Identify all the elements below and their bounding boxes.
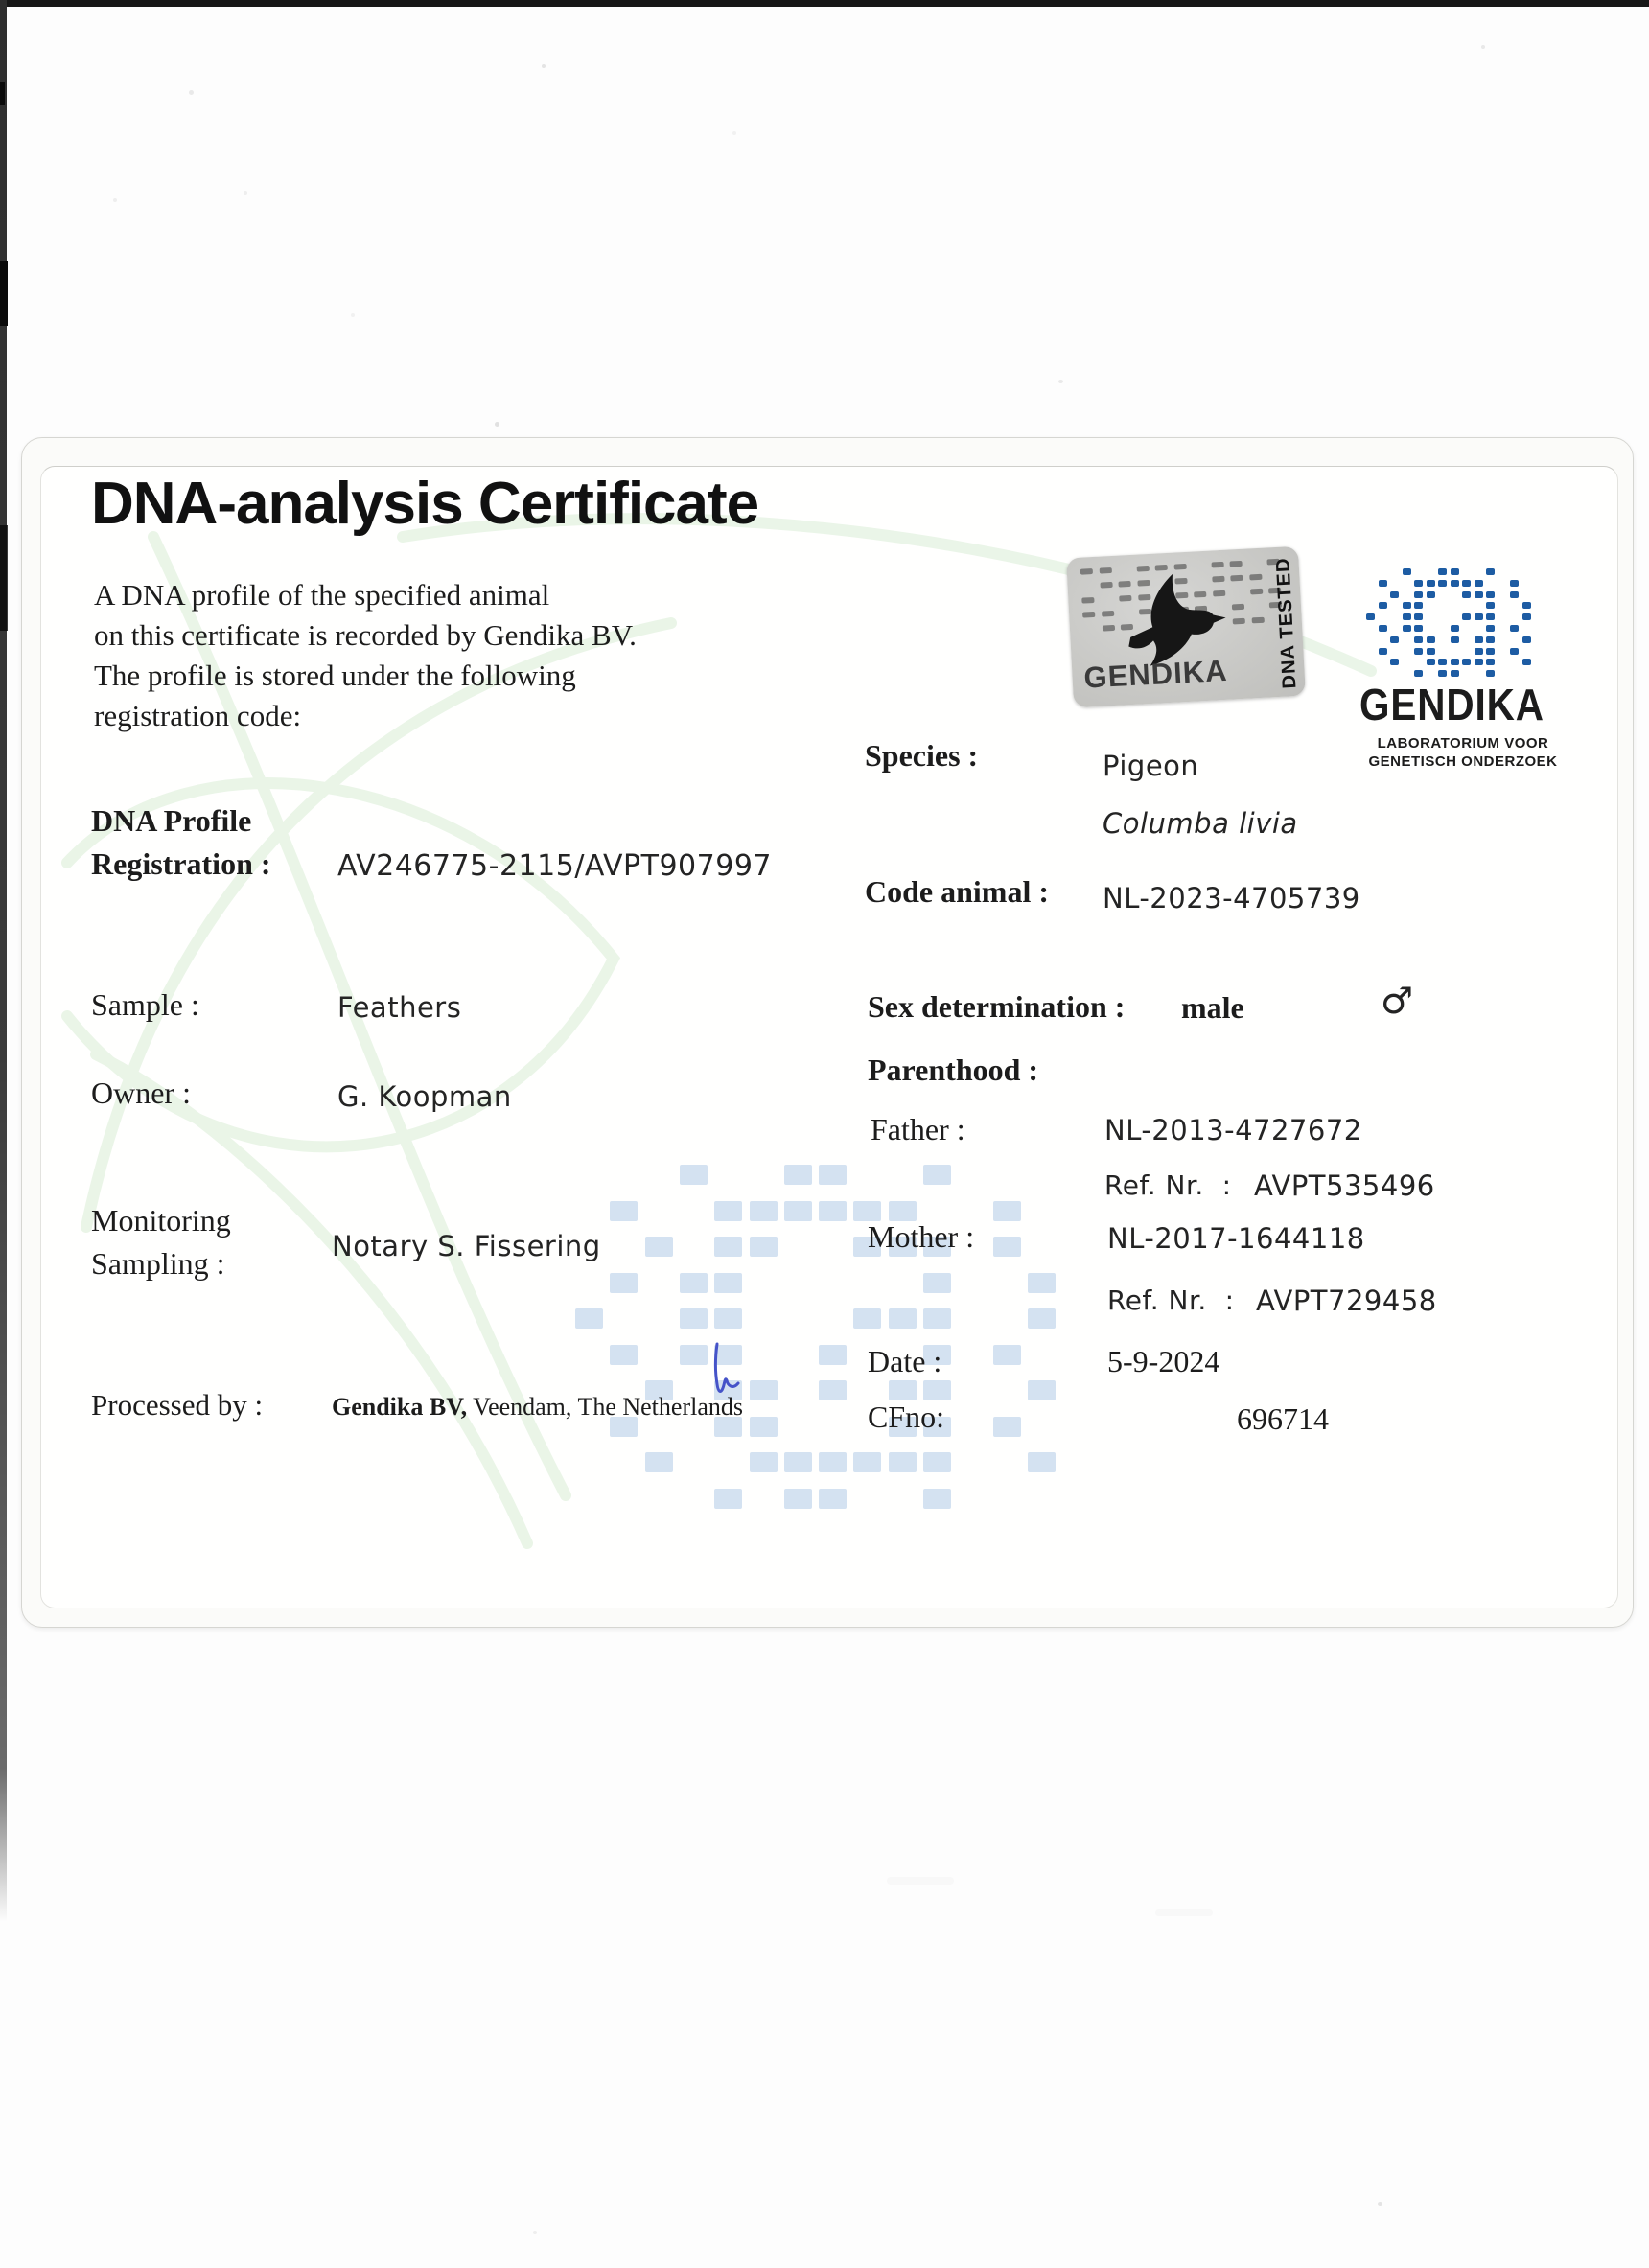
pixel-band <box>1462 580 1471 587</box>
pixel-band <box>1427 648 1435 655</box>
scan-speck <box>189 90 194 95</box>
pixel-band <box>853 1308 881 1329</box>
pixel-band <box>1486 602 1495 609</box>
father-ref-value: AVPT535496 <box>1254 1169 1435 1202</box>
gendika-logo-subtitle <box>1342 734 1584 771</box>
species-latin-name: Columba livia <box>1103 807 1298 840</box>
pixel-band <box>819 1452 847 1472</box>
monitoring-label-line2: Sampling : <box>91 1246 225 1281</box>
mother-value: NL-2017-1644118 <box>1107 1222 1365 1255</box>
pixel-band <box>1451 670 1459 677</box>
pixel-band <box>889 1452 917 1472</box>
pixel-band <box>1475 659 1483 665</box>
pixel-band <box>1486 613 1495 620</box>
pixel-band <box>1522 636 1531 643</box>
pixel-band <box>1475 580 1483 587</box>
scan-smudge <box>1155 1909 1213 1916</box>
gendika-logo-wordmark: GENDIKA <box>1359 680 1544 729</box>
pixel-band <box>1475 591 1483 598</box>
pixel-band <box>853 1452 881 1472</box>
scan-speck <box>732 131 736 135</box>
pixel-band <box>1028 1380 1056 1400</box>
pixel-band <box>1486 568 1495 575</box>
pixel-band <box>1080 568 1093 575</box>
sample-label: Sample : <box>91 987 199 1022</box>
pixel-band <box>1451 580 1459 587</box>
pixel-band <box>1438 580 1447 587</box>
pixel-band <box>993 1237 1021 1257</box>
pixel-band <box>1414 625 1423 632</box>
pixel-band <box>1475 613 1483 620</box>
dna-profile-label-line1: DNA Profile <box>91 803 252 838</box>
pixel-band <box>714 1273 742 1293</box>
scan-blob <box>0 82 5 105</box>
scan-speck <box>1058 380 1063 383</box>
pixel-band <box>1438 670 1447 677</box>
pixel-band <box>819 1345 847 1365</box>
code-animal-value: NL-2023-4705739 <box>1103 882 1360 914</box>
scan-edge-top <box>0 0 1649 7</box>
pixel-band <box>750 1380 778 1400</box>
pixel-band <box>750 1417 778 1437</box>
pixel-band <box>714 1489 742 1509</box>
sample-value: Feathers <box>337 991 462 1024</box>
pixel-band <box>680 1165 708 1185</box>
pixel-band <box>1462 613 1471 620</box>
pixel-band <box>750 1452 778 1472</box>
owner-value: G. Koopman <box>337 1080 512 1113</box>
scan-blob <box>0 261 8 326</box>
pixel-band <box>645 1237 673 1257</box>
dna-gel-watermark <box>575 1165 1098 1529</box>
pixel-band <box>1414 670 1423 677</box>
pixel-band <box>1438 568 1447 575</box>
hologram-brand-text: GENDIKA <box>1082 653 1229 695</box>
pixel-band <box>1451 659 1459 665</box>
pixel-band <box>1414 613 1423 620</box>
gendika-logo-subtitle-line2: GENETISCH ONDERZOEK <box>1368 753 1558 770</box>
pixel-band <box>1462 591 1471 598</box>
cfno-value: 696714 <box>1237 1401 1329 1436</box>
pixel-band <box>575 1308 603 1329</box>
scan-speck <box>1481 45 1485 49</box>
gendika-pixel-g-logo <box>1366 568 1548 682</box>
pixel-band <box>889 1308 917 1329</box>
pixel-band <box>784 1201 812 1221</box>
pixel-band <box>1510 591 1519 598</box>
pixel-band <box>1379 580 1387 587</box>
pixel-band <box>1486 659 1495 665</box>
pixel-band <box>923 1165 951 1185</box>
scan-speck <box>495 422 499 427</box>
pixel-band <box>750 1237 778 1257</box>
pixel-band <box>1475 648 1483 655</box>
pixel-band <box>993 1345 1021 1365</box>
pixel-band <box>1028 1452 1056 1472</box>
pixel-band <box>1438 659 1447 665</box>
pixel-band <box>1414 636 1423 643</box>
pixel-band <box>993 1201 1021 1221</box>
pixel-band <box>923 1380 951 1400</box>
pixel-band <box>819 1489 847 1509</box>
father-value: NL-2013-4727672 <box>1104 1114 1362 1146</box>
sex-determination-label: Sex determination : <box>868 989 1126 1024</box>
pixel-band <box>1451 636 1459 643</box>
scan-speck <box>533 2231 537 2234</box>
pixel-band <box>1427 591 1435 598</box>
scan-speck <box>244 191 247 195</box>
pixel-band <box>1028 1273 1056 1293</box>
pixel-band <box>645 1452 673 1472</box>
pixel-band <box>819 1165 847 1185</box>
pixel-band <box>853 1201 881 1221</box>
scan-speck <box>113 198 117 202</box>
pixel-band <box>1403 602 1411 609</box>
pixel-band <box>1451 568 1459 575</box>
scan-speck <box>351 313 355 317</box>
dna-profile-label-line2: Registration : <box>91 846 271 881</box>
pixel-band <box>1414 580 1423 587</box>
gendika-logo-subtitle-line1: LABORATORIUM VOOR <box>1377 735 1549 752</box>
pixel-band <box>889 1380 917 1400</box>
pixel-band <box>750 1201 778 1221</box>
pixel-band <box>819 1380 847 1400</box>
pixel-band <box>1414 602 1423 609</box>
pixel-band <box>923 1273 951 1293</box>
pixel-band <box>993 1417 1021 1437</box>
hologram-sticker <box>1066 546 1306 707</box>
pixel-band <box>610 1345 638 1365</box>
mother-ref-label: Ref. Nr. : <box>1107 1284 1235 1316</box>
pixel-band <box>1403 613 1411 620</box>
species-label: Species : <box>865 738 979 773</box>
pixel-band <box>1522 613 1531 620</box>
intro-line-4: registration code: <box>94 699 302 732</box>
pixel-band <box>1379 625 1387 632</box>
mother-label: Mother : <box>868 1219 975 1254</box>
pixel-band <box>1403 625 1411 632</box>
pixel-band <box>610 1273 638 1293</box>
monitoring-label-line1: Monitoring <box>91 1203 231 1238</box>
pixel-band <box>1427 659 1435 665</box>
pixel-band <box>784 1489 812 1509</box>
scan-speck <box>542 64 546 68</box>
sex-determination-value: male <box>1181 990 1244 1025</box>
pixel-band <box>1510 625 1519 632</box>
pixel-band <box>1403 568 1411 575</box>
owner-label: Owner : <box>91 1076 191 1110</box>
pixel-band <box>1390 636 1399 643</box>
processed-by-label: Processed by : <box>91 1388 264 1422</box>
pixel-band <box>1486 625 1495 632</box>
date-value: 5-9-2024 <box>1107 1344 1220 1378</box>
pixel-band <box>1475 636 1483 643</box>
pixel-band <box>1028 1308 1056 1329</box>
scan-blob <box>0 525 8 631</box>
intro-line-2: on this certificate is recorded by Gendika BV. <box>94 618 637 652</box>
pixel-band <box>714 1308 742 1329</box>
pixel-band <box>1366 613 1375 620</box>
pixel-band <box>680 1273 708 1293</box>
pixel-band <box>1486 670 1495 677</box>
parenthood-label: Parenthood : <box>868 1053 1039 1087</box>
processed-by-location: Veendam, The Netherlands <box>467 1393 743 1421</box>
date-label: Date : <box>868 1344 942 1378</box>
pixel-band <box>1414 648 1423 655</box>
hologram-dna-tested-text: DNA TESTED <box>1272 556 1301 689</box>
intro-line-1: A DNA profile of the specified animal <box>94 578 550 612</box>
monitoring-value: Notary S. Fissering <box>332 1230 601 1262</box>
pixel-band <box>714 1201 742 1221</box>
pixel-band <box>819 1201 847 1221</box>
pixel-band <box>1427 580 1435 587</box>
pixel-band <box>1081 597 1094 604</box>
scan-smudge <box>887 1877 954 1885</box>
pixel-band <box>1451 625 1459 632</box>
pixel-band <box>889 1201 917 1221</box>
intro-line-3: The profile is stored under the following <box>94 659 576 692</box>
pixel-band <box>1462 659 1471 665</box>
pixel-band <box>923 1308 951 1329</box>
pixel-band <box>610 1201 638 1221</box>
pixel-band <box>1486 648 1495 655</box>
pixel-band <box>923 1489 951 1509</box>
processed-by-value <box>332 1393 743 1422</box>
pixel-band <box>784 1452 812 1472</box>
pixel-band <box>1379 648 1387 655</box>
pixel-band <box>1486 591 1495 598</box>
pixel-band <box>923 1452 951 1472</box>
cfno-label: CFno: <box>868 1400 945 1434</box>
signature-mark <box>709 1340 742 1407</box>
processed-by-company: Gendika BV, <box>332 1393 468 1421</box>
dna-profile-value: AV246775-2115/AVPT907997 <box>337 849 772 883</box>
pixel-band <box>1522 602 1531 609</box>
mother-ref-value: AVPT729458 <box>1256 1284 1437 1317</box>
pixel-band <box>1390 659 1399 665</box>
pixel-band <box>1379 602 1387 609</box>
species-value: Pigeon <box>1103 750 1199 782</box>
pixel-band <box>1510 648 1519 655</box>
pixel-band <box>1414 591 1423 598</box>
page-title: DNA-analysis Certificate <box>91 471 759 537</box>
pixel-band <box>1522 659 1531 665</box>
code-animal-label: Code animal : <box>865 874 1049 909</box>
scan-speck <box>1378 2202 1382 2206</box>
pixel-band <box>680 1308 708 1329</box>
pixel-band <box>1510 580 1519 587</box>
pixel-band <box>680 1345 708 1365</box>
pixel-band <box>784 1165 812 1185</box>
male-symbol: ♂ <box>1381 980 1414 1022</box>
pixel-band <box>1427 636 1435 643</box>
pixel-band <box>1486 636 1495 643</box>
pixel-band <box>1082 612 1095 618</box>
pixel-band <box>1390 591 1399 598</box>
pixel-band <box>714 1237 742 1257</box>
father-ref-label: Ref. Nr. : <box>1104 1169 1232 1201</box>
father-label: Father : <box>871 1112 965 1146</box>
